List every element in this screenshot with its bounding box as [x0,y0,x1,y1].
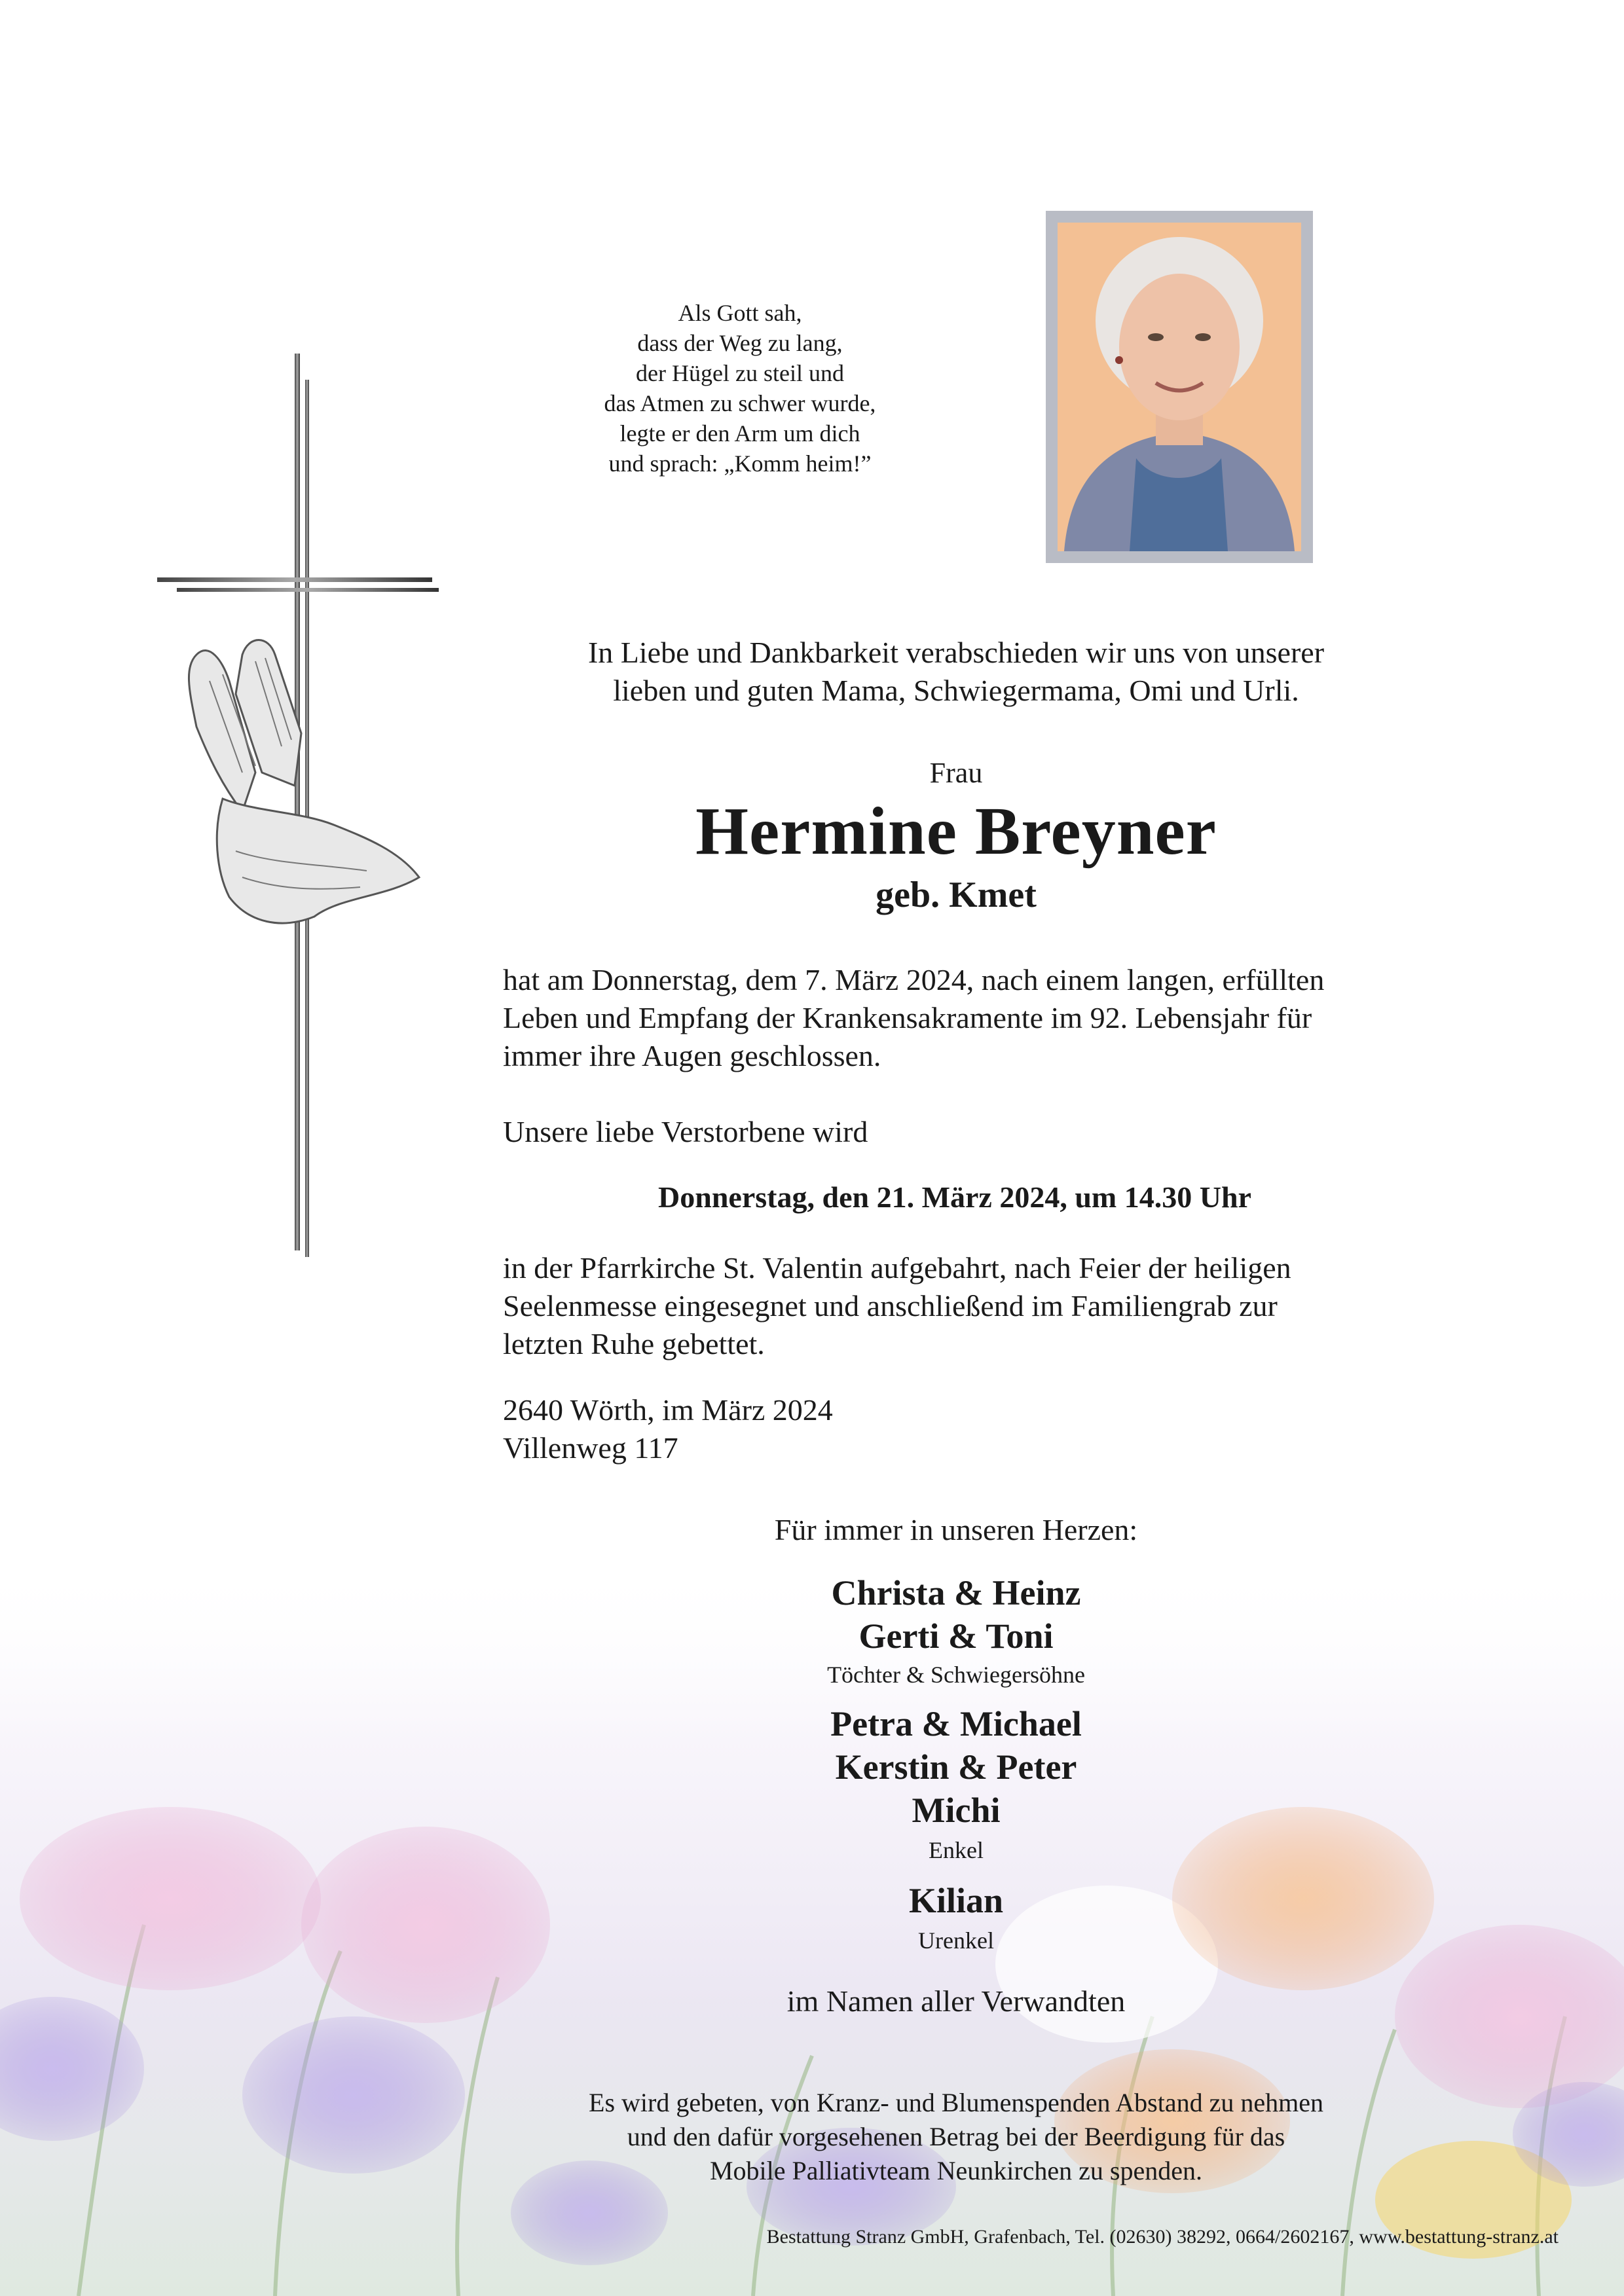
cross-with-praying-hands-icon [151,354,439,1257]
ceremony-details-line: Seelenmesse eingesegnet und anschließend im Familiengrab zur [503,1289,1278,1322]
honorific: Frau [929,757,983,789]
farewell-intro [504,634,1408,710]
place-date: 2640 Wörth, im März 2024 [503,1393,833,1427]
maiden-name: geb. Kmet [876,875,1037,915]
poem-line: das Atmen zu schwer wurde, [604,390,876,416]
mourner-relation: Töchter & Schwiegersöhne [827,1662,1085,1688]
poem [537,298,943,479]
poem-line: Als Gott sah, [678,300,802,326]
death-notice-line: Leben und Empfang der Krankensakramente im 92. Lebensjahr für [503,1001,1312,1034]
death-notice-line: immer ihre Augen geschlossen. [503,1039,881,1072]
death-notice-line: hat am Donnerstag, dem 7. März 2024, nach einem langen, erfüllten [503,963,1325,996]
ceremony-details-line: letzten Ruhe gebettet. [503,1327,765,1360]
poem-line: dass der Weg zu lang, [637,330,843,356]
ceremony-datetime: Donnerstag, den 21. März 2024, um 14.30 Uhr [658,1180,1251,1214]
donation-request-line: Mobile Palliativteam Neunkirchen zu spenden. [709,2156,1202,2185]
ceremony-intro: Unsere liebe Verstorbene wird [503,1115,868,1148]
death-notice [503,961,1407,1075]
poem-line: und sprach: „Komm heim!” [608,450,872,477]
poem-line: legte er den Arm um dich [619,420,860,446]
donation-request-line: Es wird gebeten, von Kranz- und Blumenspenden Abstand zu nehmen [589,2088,1323,2117]
mourner-name: Petra & Michael [830,1704,1082,1743]
poem-line: der Hügel zu steil und [636,360,844,386]
mourner-name: Christa & Heinz [831,1573,1081,1613]
place-and-address [503,1391,1158,1467]
donation-request [458,2086,1454,2188]
mourner-relation: Enkel [929,1837,984,1863]
intro-line: lieben und guten Mama, Schwiegermama, Omi und Urli. [613,674,1299,707]
mourner-name: Gerti & Toni [858,1616,1054,1656]
street-address: Villenweg 117 [503,1431,678,1465]
mourners-heading: Für immer in unseren Herzen: [774,1513,1138,1546]
deceased-name: Hermine Breyner [695,793,1217,869]
ceremony-details-line: in der Pfarrkirche St. Valentin aufgebahrt, nach Feier der heiligen [503,1251,1291,1285]
intro-line: In Liebe und Dankbarkeit verabschieden wir uns von unserer [587,636,1325,669]
funeral-home-footer: Bestattung Stranz GmbH, Grafenbach, Tel. (02630) 38292, 0664/2602167, www.bestattung-stranz.at [766,2226,1559,2248]
mourner-name: Kerstin & Peter [835,1747,1077,1787]
portrait-photo [1046,211,1313,563]
ceremony-details [503,1249,1407,1363]
mourner-name: Michi [912,1791,1001,1830]
mourner-name: Kilian [908,1881,1004,1920]
donation-request-line: und den dafür vorgesehenen Betrag bei der Beerdigung für das [627,2122,1285,2151]
mourner-relation: Urenkel [918,1927,994,1954]
mourners-closing: im Namen aller Verwandten [786,1984,1126,2018]
